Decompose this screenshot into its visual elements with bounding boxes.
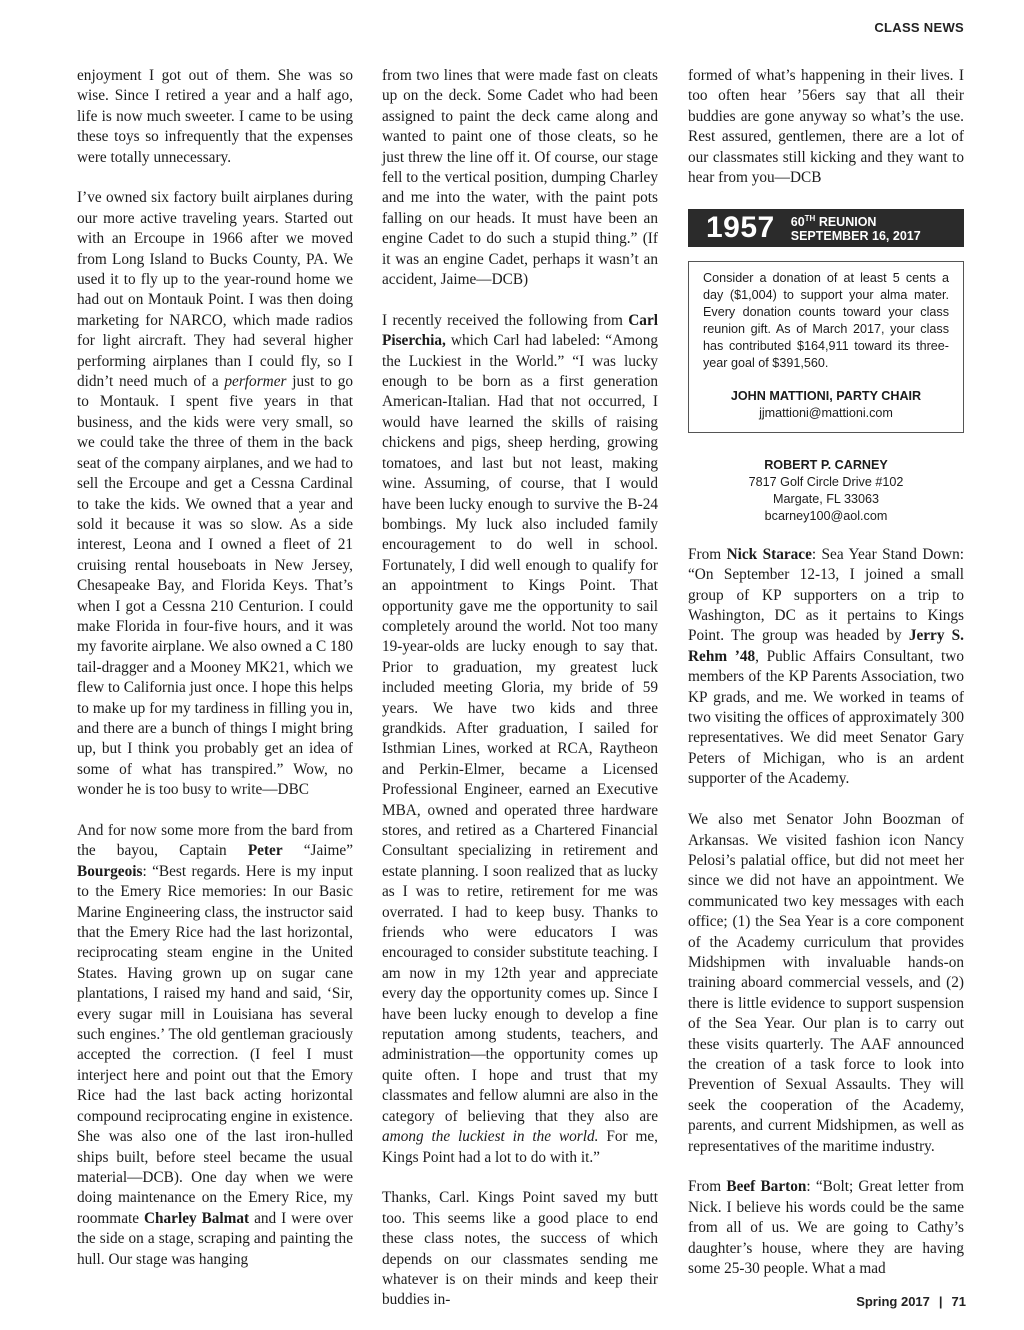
paragraph: I’ve owned six factory built airplanes during our more active traveling years. Started out with an Ercoupe in 1966 after we moved from Long Island to Bucks County, PA. We used it to fly up to the year-round home we had out on Montauk Point. I was then doing marketing for NARCO, which made radios for light aircraft. They had several higher performing airplanes than I could fly, so I didn’t need much of a performer just to go to Montauk. I spent five years in that business, and the kids were very small, so we could take the three of them in the back seat of the company airplanes, and we had to sell the Ercoupe and get a Cessna Cardinal to take the kids. We owned that a year and sold it because it was so slow. As a side interest, Leona and I owned a fleet of 21 cruising rental houseboats in New Jersey, Chesapeake Bay, and Florida Keys. That’s when I got a Cessna 210 Centurion. I could make Florida in four-five hours, and it was my favorite airplane. We also owned a C 180 tail-dragger and a Mooney MK21, which we flew to California just once. I hope this helps to make up for my tardiness in filling you in, and there are a bunch of things I might bring up, but I think you probably get an idea of some of what has transpired.” Wow, no wonder he is too busy to write—DBC bbox=[77, 189, 353, 799]
person-name: Peter bbox=[247, 842, 283, 860]
paragraph: We also met Senator John Boozman of Arkansas. We visited fashion icon Nancy Pelosi’s palatial office, but did not meet her since we did not have an appointment. We communicated two key messages with each office; (1) the Sea Year is a core component of the Academy curriculum that provides Midshipmen with invaluable hands-on training aboard commercial vessels, and (2) there is little evidence to support suspension of the Sea Year. Our plan is to carry out these visits quarterly. The AAF announced the creation of a task force to look into Prevention of Sexual Assaults. They will seek the cooperation of the Academy, parents, and current Midshipmen, as well as representatives of the maritime industry. bbox=[688, 811, 964, 1155]
reunion-banner bbox=[688, 209, 964, 247]
paragraph: From Nick Starace: Sea Year Stand Down: “On September 12-13, I joined a small group of KP supporters on a trip to Washington, DC as it pertains to Kings Point. The group was headed by Jerry S. Rehm ’48, Public Affairs Consultant, two members of the KP Parents Association, two KP grads, and me. We worked in teams of two visiting the offices of approximately 300 representatives. We did meet Senator Gary Peters of Michigan, who is an ardent supporter of the Academy. bbox=[688, 545, 964, 788]
paragraph: formed of what’s happening in their lives. I too often hear ’56ers say that all their buddies are gone anyway so what’s the use. Rest assured, gentlemen, there are a lot of our classmates still kicking and they want to hear from you—DCB bbox=[688, 67, 964, 187]
emphasis: performer bbox=[224, 373, 287, 391]
column-3 bbox=[688, 66, 964, 1279]
person-name: Nick Starace bbox=[726, 545, 812, 563]
reunion-year: 1957 bbox=[706, 210, 775, 244]
paragraph: I recently received the following from Carl Piserchia, which Carl had labeled: “Among the Luckiest in the World.” “I was lucky enough to be born as a first generation American-Italian. Had that not occurred, I would have learned the skills of raising chickens and pigs, sheep herding, growing tomatoes, and last but not least, making wine. Assuming, of course, that I would have been lucky enough to survive the B-24 bombings. My luck also included family encouragement to do well in school. Fortunately, I did well enough to qualify for an appointment to Kings Point. That opportunity gave me the opportunity to sail completely around the world. Not too many 19-year-olds are lucky enough to say that. Prior to graduation, my greatest luck included meeting Gloria, my bride of 59 years. We have two kids and three grandkids. After graduation, I sailed for Isthmian Lines, worked at RCA, Raytheon and Perkin-Elmer, became a Licensed Professional Engineer, earned an Executive MBA, owned and operated three hardware stores, and retired as a Chartered Financial Consultant specializing in retirement and estate planning. I soon realized that as lucky as I was to retire, retirement for me was overrated. I had to keep busy. Thanks to friends who were educators I was encouraged to consider substitute teaching. I am now in my 12th year and appreciate every day the opportunity comes up. Since I have been lucky enough to develop a fine reputation among students, teachers, and administration—the opportunity comes up quite often. I hope and trust that my classmates and fellow alumni are also in the category of believing that they also are among the luckiest in the world. For me, Kings Point had a lot to do with it.” bbox=[382, 311, 658, 1166]
person-name: Jerry S. Rehm ’48 bbox=[688, 627, 964, 665]
page-footer bbox=[856, 1294, 966, 1309]
section-header: CLASS NEWS bbox=[874, 20, 964, 35]
party-chair-email[interactable]: jjmattioni@mattioni.com bbox=[759, 405, 893, 420]
reunion-info: 60TH REUNION SEPTEMBER 16, 2017 bbox=[790, 214, 921, 244]
reunion-date: SEPTEMBER 16, 2017 bbox=[790, 229, 921, 244]
paragraph: enjoyment I got out of them. She was so wise. Since I retired a year and a half ago, life is now much sweeter. I came to be using these toys so infrequently that the expenses were totally unnecessary. bbox=[77, 67, 353, 166]
column-2 bbox=[382, 66, 658, 1311]
paragraph: And for now some more from the bard from the bayou, Captain Peter “Jaime” Bourgeois: “Best regards. Here is my input to the Emery Rice memories: In our Basic Marine Engineering class, the instructor said that the Emery Rice had the last horizontal, reciprocating steam engine in the United States. Having grown up on sugar cane plantations, I raised my hand and said, ‘Sir, every sugar mill in Louisiana has several such engines.’ The old gentleman graciously accepted the correction. (I feel I must interject here and point out that the Emory Rice had the last back acting horizontal compound reciprocating engine in existence. She was also one of the last iron-hulled ships built, before steel became the usual material—DCB). One day when we were doing maintenance on the Emery Rice, my roommate Charley Balmat and I were over the side on a stage, scraping and painting the hull. Our stage was hanging bbox=[77, 822, 353, 1268]
party-chair: JOHN MATTIONI, PARTY CHAIR bbox=[730, 388, 922, 403]
contact-name: ROBERT P. CARNEY bbox=[764, 457, 888, 472]
class-secretary-contact bbox=[688, 457, 964, 525]
footer-separator: | bbox=[938, 1294, 943, 1309]
person-name: Carl Piserchia, bbox=[382, 311, 658, 350]
contact-email[interactable]: bcarney100@aol.com bbox=[764, 508, 888, 523]
page-number: 71 bbox=[951, 1294, 966, 1309]
donation-box bbox=[688, 261, 964, 433]
person-name: Beef Barton bbox=[726, 1178, 807, 1196]
person-name: Charley Balmat bbox=[143, 1209, 250, 1227]
column-1 bbox=[77, 66, 353, 1270]
paragraph: From Beef Barton: “Bolt; Great letter from Nick. I believe his words could be the same from all of us. We are going to Cathy’s daughter’s house, where they are having some 25-30 people. What a mad bbox=[688, 1178, 964, 1278]
contact-address-line1: 7817 Golf Circle Drive #102 bbox=[748, 474, 904, 489]
paragraph: from two lines that were made fast on cleats up on the deck. Some Cadet who had been assigned to paint the deck came along and wanted to paint one of those cleats, so he just threw the line off it. Of course, our stage fell to the vertical position, dumping Charley and me into the water, with the paint pots falling on our heads. It must have been an engine Cadet to do such a stupid thing.” (If it was an engine Cadet, perhaps it wasn’t an accident, Jaime—DCB) bbox=[382, 67, 658, 289]
donation-text: Consider a donation of at least 5 cents a day ($1,004) to support your alma mater. Every donation counts toward your class reunion gift. As of March 2017, your class has contributed $164,911 toward its three-year goal of $391,560. bbox=[703, 270, 949, 370]
person-name: Bourgeois bbox=[77, 862, 143, 880]
emphasis: among the luckiest in the world. bbox=[382, 1128, 599, 1146]
paragraph: Thanks, Carl. Kings Point saved my butt too. This seems like a good place to end these class notes, the success of which depends on our classmates sending me whatever is on their minds and keep their buddies in- bbox=[382, 1189, 658, 1309]
issue-label: Spring 2017 bbox=[856, 1294, 930, 1309]
contact-address-line2: Margate, FL 33063 bbox=[773, 491, 879, 506]
